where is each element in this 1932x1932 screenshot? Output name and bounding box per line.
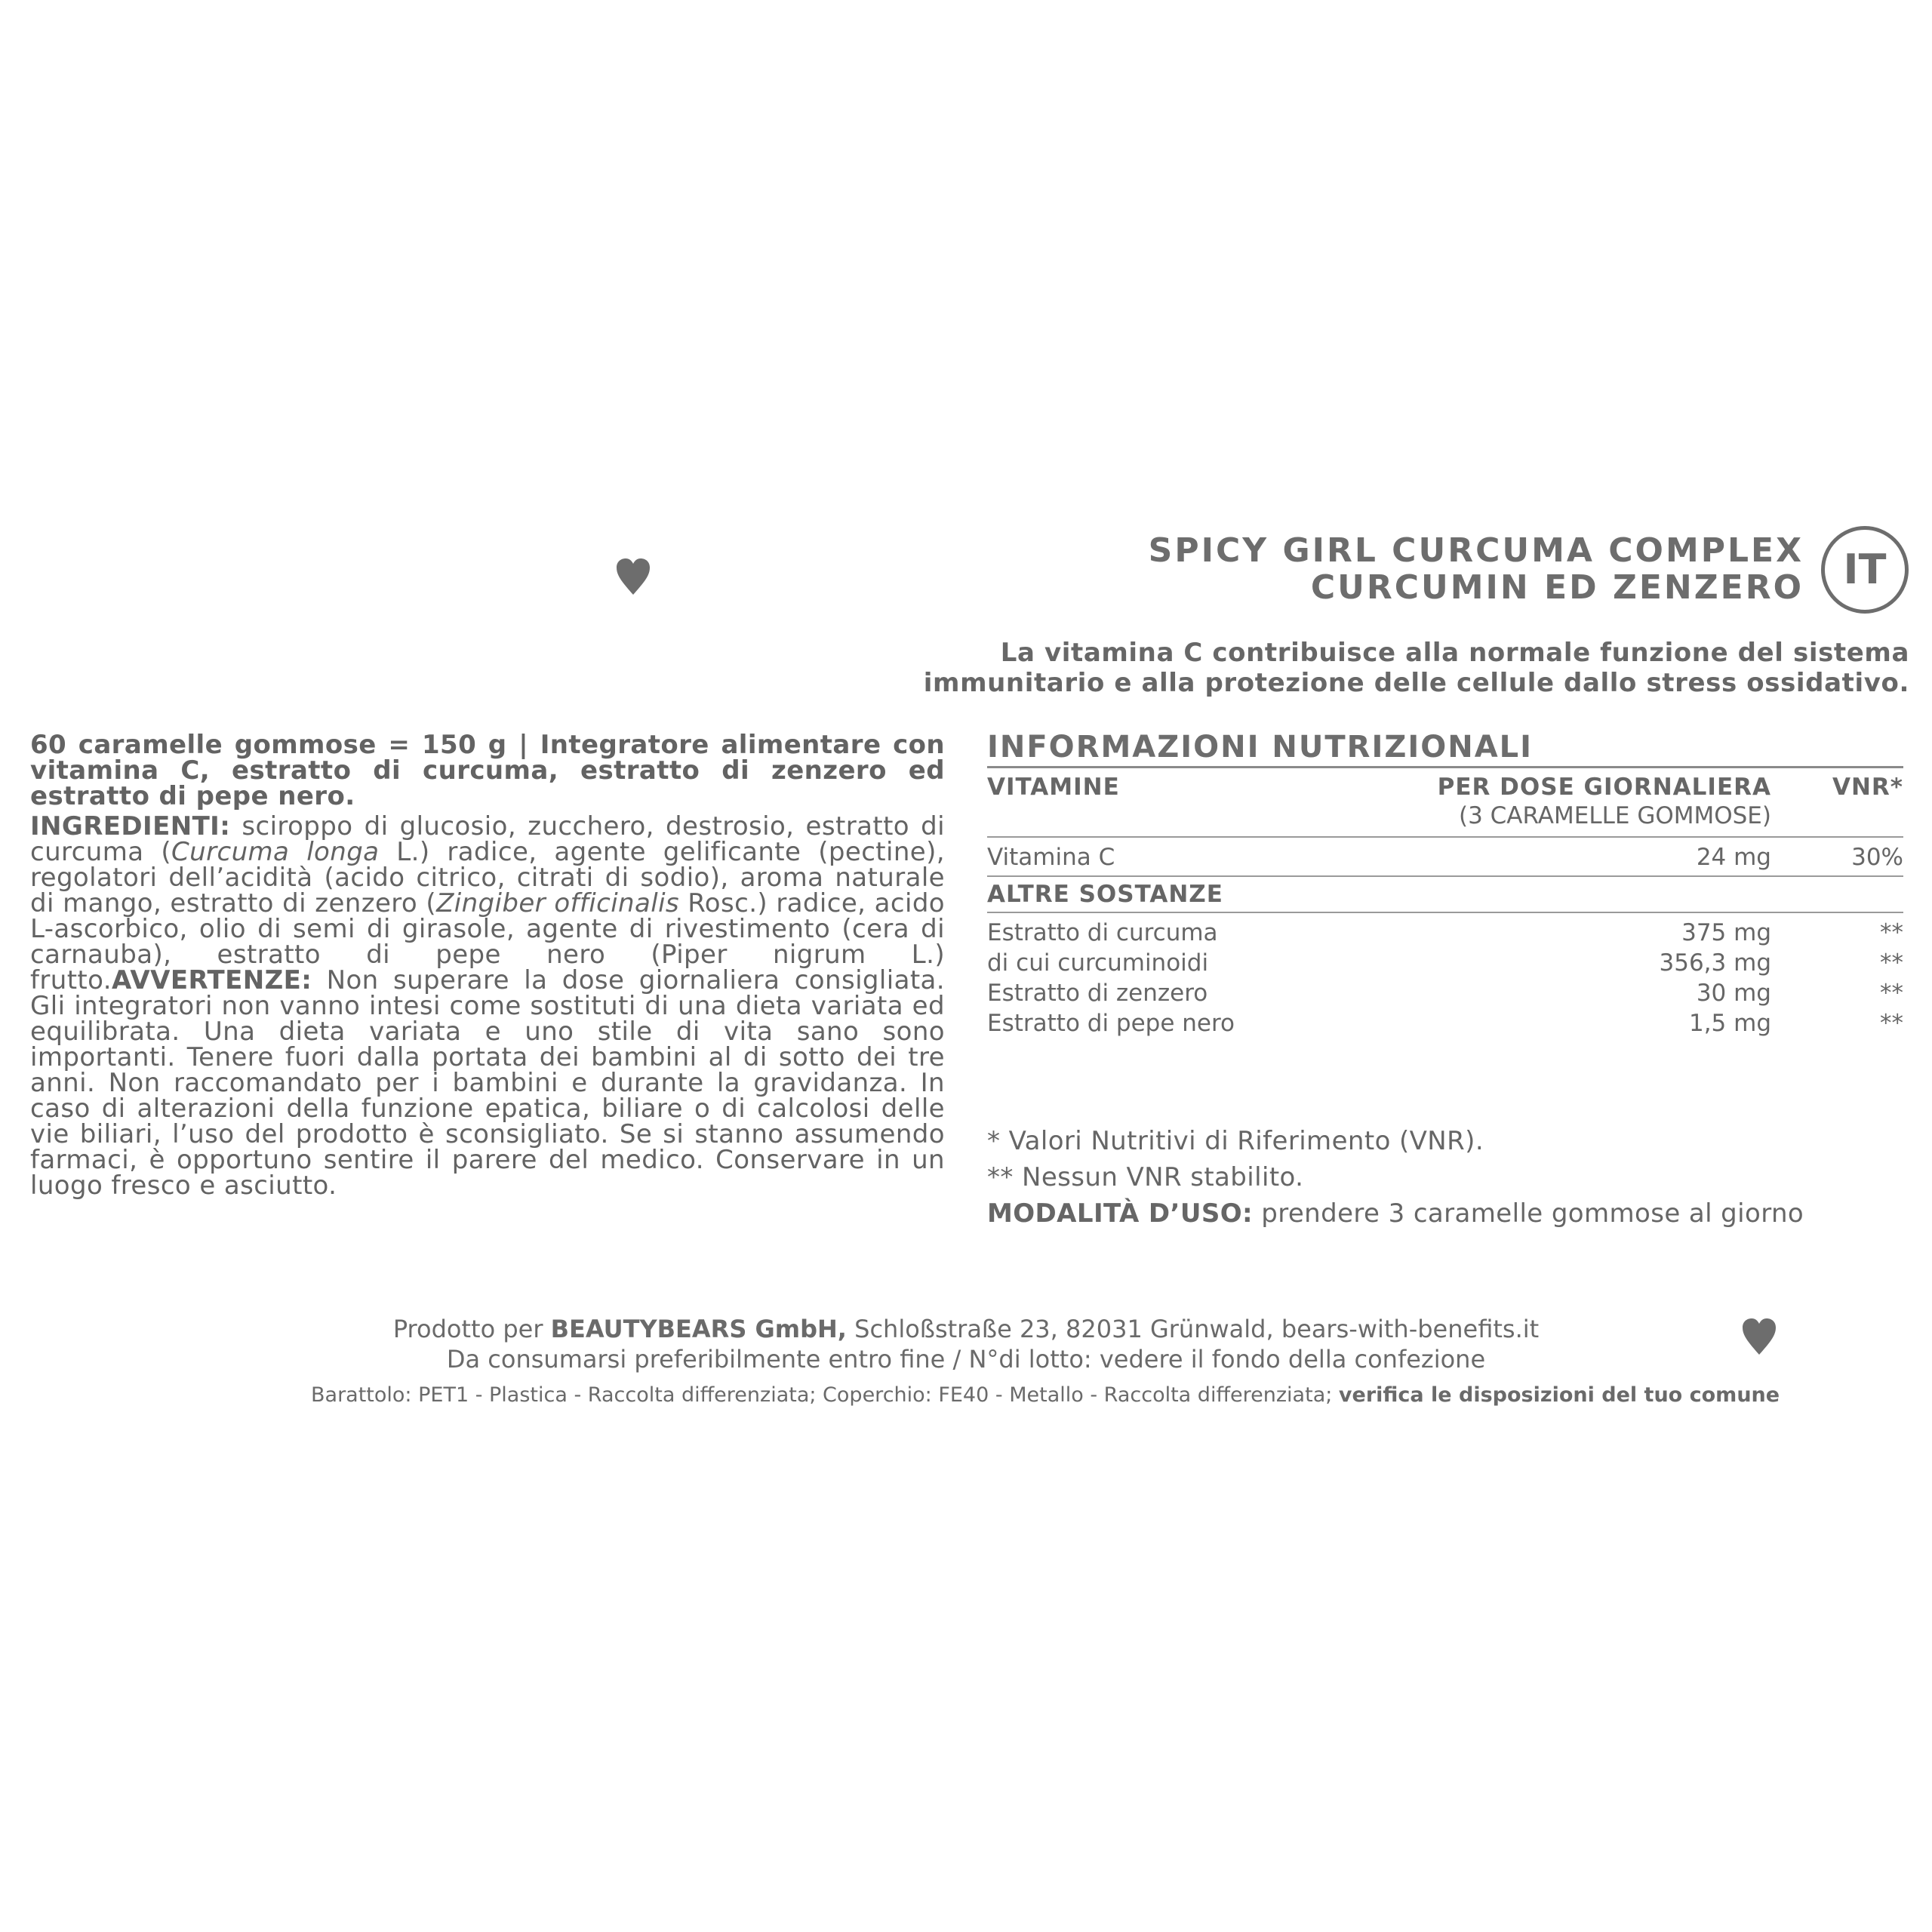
row-amount: 356,3 mg <box>1659 949 1771 977</box>
heart-icon <box>1741 1317 1777 1356</box>
usage-instructions <box>987 1195 1903 1232</box>
product-title <box>898 532 1804 606</box>
recycling-bold: verifica le disposizioni del tuo comune <box>1338 1383 1780 1407</box>
health-claim <box>475 638 1909 698</box>
row-name: di cui curcuminoidi <box>987 949 1209 977</box>
table-row <box>987 1008 1903 1038</box>
row-amount: 24 mg <box>1696 844 1771 871</box>
manufacturer-line <box>0 1315 1932 1343</box>
manufacturer-prefix: Prodotto per <box>392 1315 551 1343</box>
table-header <box>987 768 1903 830</box>
recycling-text: Barattolo: PET1 - Plastica - Raccolta differenziata; Coperchio: FE40 - Metallo - Raccolta differenziata; <box>311 1383 1339 1407</box>
row-amount: 30 mg <box>1696 980 1771 1007</box>
row-nrv: ** <box>1880 980 1903 1007</box>
latin-name: Zingiber officinalis <box>436 888 680 918</box>
row-name: Estratto di pepe nero <box>987 1010 1235 1037</box>
manufacturer-address: Schloßstraße 23, 82031 Grünwald, bears-with-benefits.it <box>846 1315 1540 1343</box>
col-dose-label: PER DOSE GIORNALIERA <box>1437 774 1771 801</box>
table-row <box>987 918 1903 948</box>
nutrition-notes <box>987 1123 1903 1232</box>
nutrition-table <box>987 728 1903 1038</box>
heart-icon <box>615 557 651 596</box>
table-row <box>987 948 1903 978</box>
col-nrv: VNR* <box>1832 774 1903 801</box>
row-nrv: ** <box>1880 949 1903 977</box>
table-row <box>987 838 1903 872</box>
latin-name: Curcuma longa <box>171 837 380 867</box>
ingredients-column <box>30 730 945 1201</box>
col-dose <box>1349 773 1771 830</box>
nutrition-title: INFORMAZIONI NUTRIZIONALI <box>987 730 1534 764</box>
row-amount: 1,5 mg <box>1688 1010 1771 1037</box>
best-before-line: Da consumarsi preferibilmente entro fine / N°di lotto: vedere il fondo della confezione <box>446 1345 1486 1374</box>
product-intro: 60 caramelle gommose = 150 g | Integratore alimentare con vitamina C, estratto di curcuma, estratto di zenzero ed estratto di pepe nero. <box>30 730 945 811</box>
claim-line1: La vitamina C contribuisce alla normale funzione del sistema <box>1000 638 1909 668</box>
ingredients-paragraph <box>30 811 945 1201</box>
row-nrv: ** <box>1880 1010 1903 1037</box>
row-name: Vitamina C <box>987 844 1115 871</box>
row-nrv: ** <box>1880 919 1903 946</box>
manufacturer-company: BEAUTYBEARS GmbH, <box>550 1315 847 1343</box>
claim-line2: immunitario e alla protezione delle cellule dallo stress ossidativo. <box>923 668 1909 698</box>
row-name: Estratto di curcuma <box>987 919 1218 946</box>
row-amount: 375 mg <box>1681 919 1771 946</box>
recycling-line <box>311 1383 1790 1408</box>
usage-text: prendere 3 caramelle gommose al giorno <box>1253 1198 1804 1229</box>
ingredients-text: L.) radice, agente gelificante (pectine), regolatori dell’acidità (acido citrico, citrati di sodio), aroma naturale di mango, estratto di zenzero ( <box>30 837 945 918</box>
col-dose-sub: (3 CARAMELLE GOMMOSE) <box>1458 802 1771 829</box>
col-vitamins: VITAMINE <box>987 774 1120 801</box>
other-substances-label: ALTRE SOSTANZE <box>987 881 1223 908</box>
usage-label: MODALITÀ D’USO: <box>987 1198 1254 1229</box>
note-nrv: * Valori Nutritivi di Riferimento (VNR). <box>987 1126 1484 1156</box>
warnings-text: Non superare la dose giornaliera consigliata. Gli integratori non vanno intesi come sostituti di una dieta variata ed equilibrata. Una dieta variata e uno stile di vita sano sono importanti. Tenere fuori dalla portata dei bambini al di sotto dei tre anni. Non raccomandato per i bambini e durante la gravidanza. In caso di alterazioni della funzione epatica, biliare o di calcolosi delle vie biliari, l’uso del prodotto è sconsigliato. Se si stanno assumendo farmaci, è opportuno sentire il parere del medico. Conservare in un luogo fresco e asciutto. <box>30 965 945 1201</box>
row-name: Estratto di zenzero <box>987 980 1208 1007</box>
warnings-label: AVVERTENZE: <box>111 965 312 995</box>
row-nrv: 30% <box>1851 844 1903 871</box>
ingredients-label: INGREDIENTI: <box>30 811 231 841</box>
product-title-line1: SPICY GIRL CURCUMA COMPLEX <box>1148 531 1804 570</box>
ingredients-text: Rosc.) radice, acido L-ascorbico, olio di semi di girasole, agente di rivestimento (cera di carnauba), estratto di pepe nero (Piper nigrum L.) frutto. <box>30 888 945 995</box>
product-title-line2: CURCUMIN ED ZENZERO <box>1310 568 1804 607</box>
ingredients-text: sciroppo di glucosio, zucchero, destrosio, estratto di curcuma ( <box>30 811 945 867</box>
table-row <box>987 978 1903 1008</box>
note-no-nrv: ** Nessun VNR stabilito. <box>987 1162 1304 1192</box>
language-badge: IT <box>1821 526 1909 614</box>
